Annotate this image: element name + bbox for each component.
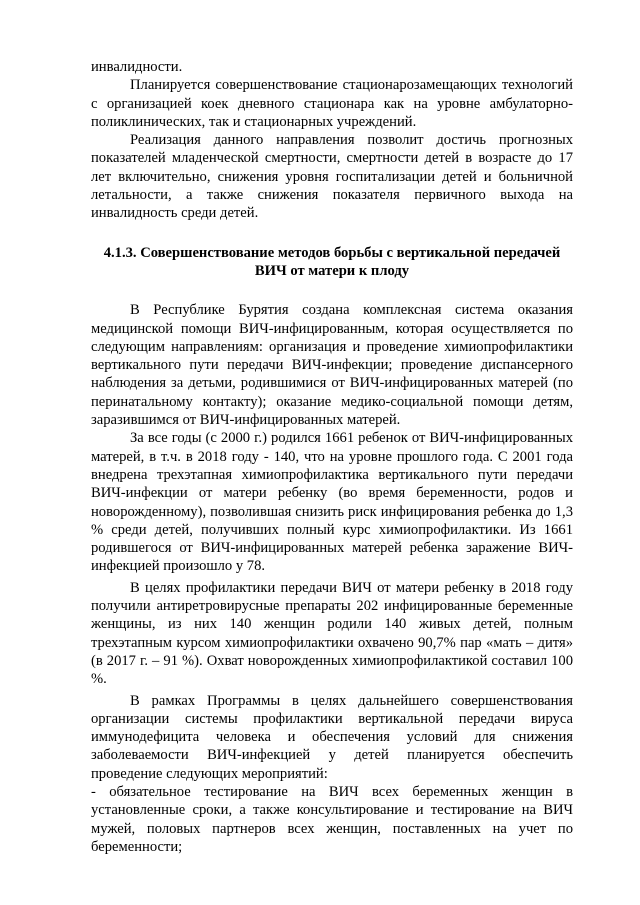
paragraph-care-system: В Республике Бурятия создана комплексная система оказания медицинской помощи ВИЧ-инфицированным, которая осуществляется по следующим направлениям: организация и проведение химиопрофилактики вертикального пути передачи ВИЧ-инфекции; проведение диспансерного наблюдения за детьми, родившимися от ВИЧ-инфицированных матерей (по перинатальному контакту); оказание медико-социальной помощи детям, заразившимся от ВИЧ-инфицированных матерей. <box>91 302 573 429</box>
paragraph-statistics: За все годы (с 2000 г.) родился 1661 ребенок от ВИЧ-инфицированных матерей, в т.ч. в 2018 году - 140, что на уровне прошлого года. С 2001 года внедрена трехэтапная химиопрофилактика вертикального пути передачи ВИЧ-инфекции от матери ребенку (во время беременности, родов и новорожденному), позволившая снизить риск инфицирования ребенка до 1,3 % среди детей, получивших полный курс химиопрофилактики. Из 1661 родившегося от ВИЧ-инфицированных матерей ребенка заражение ВИЧ-инфекцией произошло у 78. <box>91 430 573 575</box>
list-item-testing: - обязательное тестирование на ВИЧ всех беременных женщин в установленные сроки, а также консультирование и тестирование на ВИЧ мужей, половых партнеров всех женщин, поставленных на учет по беременности; <box>91 783 573 855</box>
spacer <box>91 223 573 244</box>
paragraph-program-measures: В рамках Программы в целях дальнейшего совершенствования организации системы профилактики вертикальной передачи вируса иммунодефицита человека и обеспечения условий для снижения заболеваемости ВИЧ-инфекцией у детей планируется обеспечить проведение следующих мероприятий: <box>91 692 573 782</box>
section-heading: 4.1.3. Совершенствование методов борьбы с вертикальной передачей ВИЧ от матери к плоду <box>103 244 561 279</box>
spacer <box>91 280 573 301</box>
paragraph-expected-results: Реализация данного направления позволит достичь прогнозных показателей младенческой смертности, смертности детей в возрасте до 17 лет включительно, снижения уровня госпитализации детей и больничной летальности, а также снижения показателя первичного выхода на инвалидность среди детей. <box>91 132 573 222</box>
paragraph-continuation: инвалидности. <box>91 59 183 75</box>
document-page <box>91 58 573 856</box>
paragraph-inpatient-technologies: Планируется совершенствование стационарозамещающих технологий с организацией коек дневного стационара как на уровне амбулаторно-поликлинических, так и стационарных учреждений. <box>91 77 573 130</box>
paragraph-prevention-2018: В целях профилактики передачи ВИЧ от матери ребенку в 2018 году получили антиретровирусные препараты 202 инфицированные беременные женщины, из них 140 женщин родили 140 живых детей, полным трехэтапным курсом химиопрофилактики охвачено 90,7% пар «мать – дитя» (в 2017 г. – 91 %). Охват новорожденных химиопрофилактикой составил 100 %. <box>91 579 573 688</box>
